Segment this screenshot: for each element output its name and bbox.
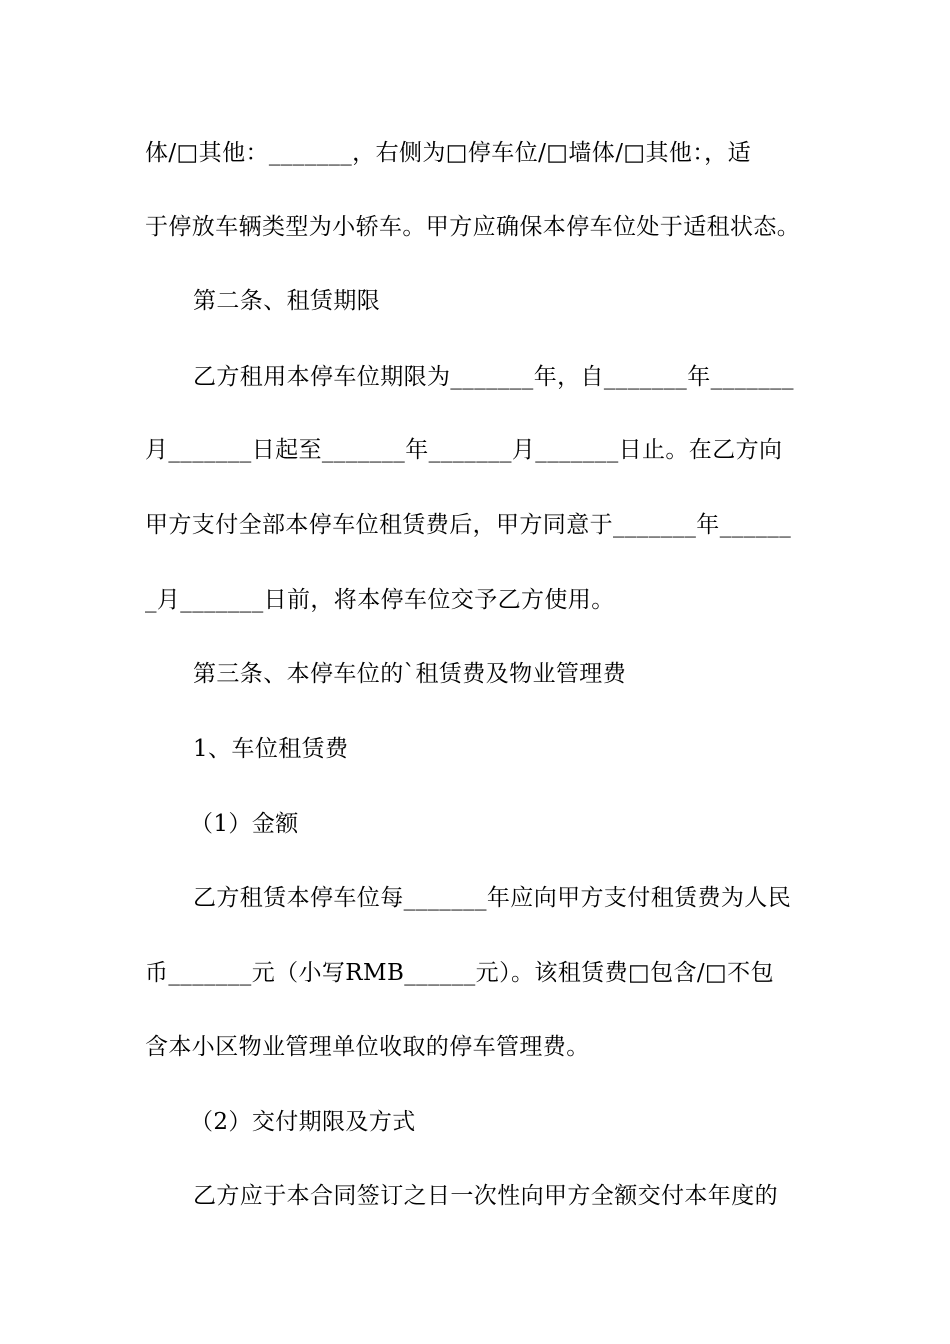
paragraph-line-6: 甲方支付全部本停车位租赁费后，甲方同意于_______年______ bbox=[145, 512, 792, 538]
paragraph-line-7: _月_______日前，将本停车位交予乙方使用。 bbox=[145, 587, 615, 613]
subheading-parking-rent: 1、车位租赁费 bbox=[193, 736, 349, 762]
section-heading-lease-term: 第二条、租赁期限 bbox=[193, 288, 381, 314]
paragraph-line-5: 月_______日起至_______年_______月_______日止。在乙方向 bbox=[145, 437, 783, 463]
subheading-amount: （1）金额 bbox=[190, 811, 299, 837]
paragraph-line-12: 币_______元（小写RMB______元）。该租赁费□包含/□不包 bbox=[145, 960, 774, 986]
paragraph-line-15: 乙方应于本合同签订之日一次性向甲方全额交付本年度的 bbox=[193, 1183, 778, 1209]
section-heading-fees: 第三条、本停车位的`租赁费及物业管理费 bbox=[193, 661, 627, 687]
paragraph-line-2: 于停放车辆类型为小轿车。甲方应确保本停车位处于适租状态。 bbox=[145, 214, 801, 240]
paragraph-line-1: 体/□其他：_______，右侧为□停车位/□墙体/□其他：，适 bbox=[145, 140, 751, 166]
paragraph-line-4: 乙方租用本停车位期限为_______年，自_______年_______ bbox=[193, 364, 794, 390]
subheading-payment-terms: （2）交付期限及方式 bbox=[190, 1109, 416, 1135]
paragraph-line-13: 含本小区物业管理单位收取的停车管理费。 bbox=[145, 1034, 590, 1060]
paragraph-line-11: 乙方租赁本停车位每_______年应向甲方支付租赁费为人民 bbox=[193, 885, 792, 911]
